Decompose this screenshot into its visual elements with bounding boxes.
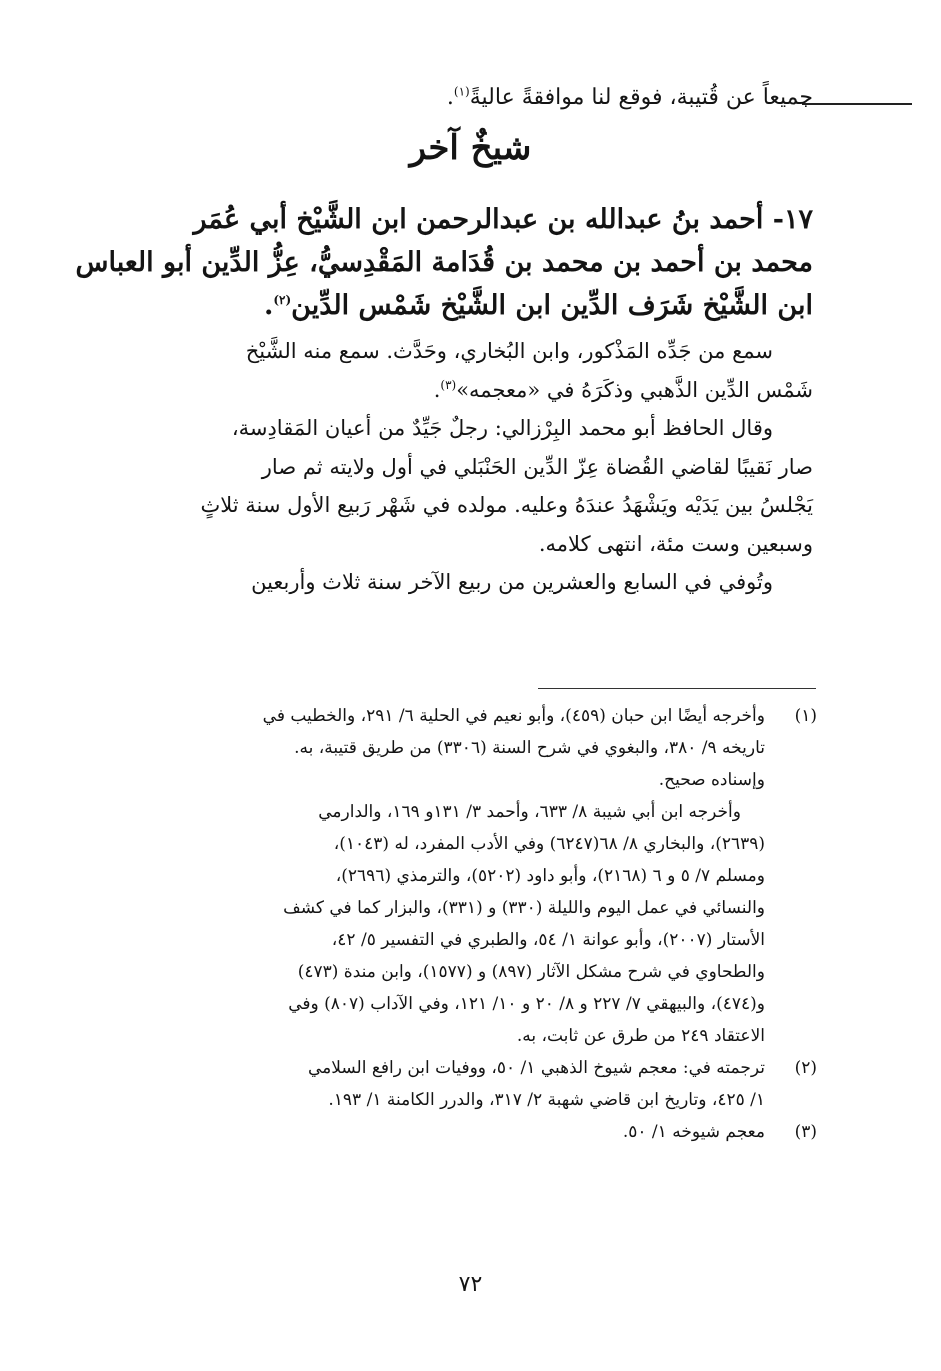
entry-heading-line: ابن الشَّيْخ شَرَف الدِّين ابن الشَّيْخ شَمْس الدِّين$^{(٢)}$. xyxy=(263,290,813,321)
paragraph-line: شَمْس الدِّين الذَّهبي وذكَرَهُ في «معجمه»$^{(٣)}$. xyxy=(433,377,813,402)
footnote-number: (١) xyxy=(794,706,817,726)
footnote-separator xyxy=(538,688,816,689)
footnotes xyxy=(101,700,817,1148)
entry-heading xyxy=(75,198,813,327)
footnote-line: و(٤٧٤)، والبيهقي ٧/ ٢٢٧ و ٨/ ٢٠ و ١٠/ ١٢١، وفي الآداب (٨٠٧) وفي xyxy=(288,994,765,1014)
footnote-line: تاريخه ٩/ ٣٨٠، والبغوي في شرح السنة (٣٣٠٦) من طريق قتيبة، به. xyxy=(294,738,765,758)
footnote-line: معجم شيوخه ١/ ٥٠. xyxy=(622,1122,765,1142)
entry-heading-text: ابن الشَّيْخ شَرَف الدِّين ابن الشَّيْخ شَمْس الدِّين xyxy=(291,290,813,321)
footnote xyxy=(101,700,817,1052)
footnote xyxy=(101,1052,817,1116)
footnote xyxy=(101,1116,817,1148)
paragraph xyxy=(101,332,813,409)
paragraph-line: يَجْلسُ بين يَدَيْه ويَشْهَدُ عندَهُ وعليه. مولده في شَهْر رَبيع الأول سنة ثلاثٍ xyxy=(200,493,813,517)
paragraph-line: سمع من جَدِّه المَذْكور، وابن البُخاري، وحَدَّث. سمع منه الشَّيْخ xyxy=(245,339,773,363)
footnote-number: (٣) xyxy=(794,1122,817,1142)
paragraph-line: وسبعين وست مئة، انتهى كلامه. xyxy=(538,531,813,556)
page-number: ٧٢ xyxy=(458,1272,483,1297)
footnote-line: ومسلم ٧/ ٥ و ٦ (٢١٦٨)، وأبو داود (٥٢٠٢)، والترمذي (٢٦٩٦)، xyxy=(335,866,765,886)
footnote-line: ١/ ٤٢٥، وتاريخ ابن قاضي شهبة ٢/ ٣١٧، والدرر الكامنة ١/ ١٩٣. xyxy=(328,1090,765,1110)
continuation-text: جميعاً عن قُتيبة، فوقع لنا موافقةً عاليةً xyxy=(469,85,813,110)
paragraph-line: وقال الحافظ أبو محمد البِرْزالي: رجلٌ جَيِّدٌ من أعيان المَقادِسة، xyxy=(231,416,773,440)
footnote-line: (٢٦٣٩)، والبخاري ٨/ ٦٨(٦٢٤٧) وفي الأدب المفرد، له (١٠٤٣)، xyxy=(333,834,765,854)
footnote-line: والطحاوي في شرح مشكل الآثار (٨٩٧) و (١٥٧٧)، وابن مندة (٤٧٣) xyxy=(297,962,765,982)
footnote-line: الأستار (٢٠٠٧)، وأبو عوانة ١/ ٥٤، والطبري في التفسير ٥/ ٤٢، xyxy=(331,930,765,950)
footnote-line: وإسناده صحيح. xyxy=(658,770,765,790)
footnote-line: ترجمته في: معجم شيوخ الذهبي ١/ ٥٠، ووفيات ابن رافع السلامي xyxy=(307,1058,765,1078)
footnote-ref-1: (١) xyxy=(453,84,470,99)
continuation-line: جميعاً عن قُتيبة، فوقع لنا موافقةً عاليةً$^{(١)}$. xyxy=(446,84,813,110)
footnote-line: والنسائي في عمل اليوم والليلة (٣٣٠) و (٣٣١)، والبزار كما في كشف xyxy=(283,898,765,918)
paragraph-line: صار نَقيبًا لقاضي القُضاة عِزّ الدِّين الحَنْبَلي في أول ولايته ثم صار xyxy=(261,454,813,479)
footnote-line: الاعتقاد ٢٤٩ من طرق عن ثابت، به. xyxy=(516,1026,765,1046)
paragraph xyxy=(101,563,813,602)
paragraph-line: وتُوفي في السابع والعشرين من ربيع الآخر سنة ثلاث وأربعين xyxy=(251,570,773,594)
footnote-ref-2: (٢) xyxy=(273,293,292,307)
footnote-ref-3: (٣) xyxy=(440,377,457,392)
section-title: شيخٌ آخر xyxy=(409,128,532,168)
header-rule xyxy=(802,103,912,105)
footnote-line: وأخرجه ابن أبي شيبة ٨/ ٦٣٣، وأحمد ٣/ ١٣١و ١٦٩، والدارمي xyxy=(318,802,741,822)
entry-heading-line: محمد بن أحمد بن محمد بن قُدَامة المَقْدِسيُّ، عِزُّ الدِّين أبو العباس xyxy=(75,247,813,278)
footnote-number: (٢) xyxy=(794,1058,817,1078)
footnote-line: وأخرجه أيضًا ابن حبان (٤٥٩)، وأبو نعيم في الحلية ٦/ ٢٩١، والخطيب في xyxy=(262,706,765,726)
entry-heading-line: ١٧- أحمد بنُ عبدالله بن عبدالرحمن ابن الشَّيْخ أبي عُمَر xyxy=(193,204,813,235)
paragraph-text: شَمْس الدِّين الذَّهبي وذكَرَهُ في «معجمه» xyxy=(456,377,813,402)
paragraph xyxy=(101,409,813,563)
body-text xyxy=(101,332,813,602)
